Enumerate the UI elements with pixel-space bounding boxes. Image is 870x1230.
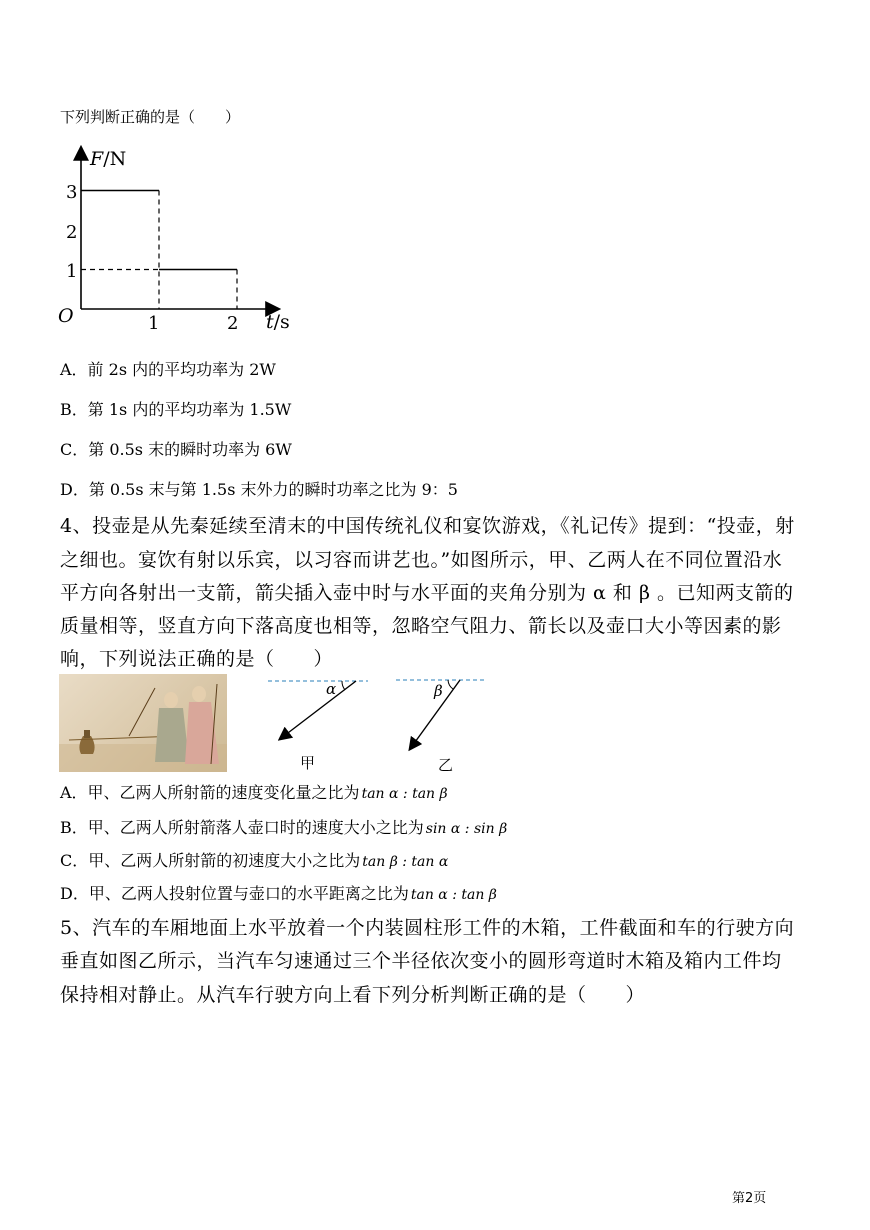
q4-option-c xyxy=(60,848,448,871)
q4-option-a-text: A．甲、乙两人所射箭的速度变化量之比为 xyxy=(60,783,360,802)
y-tick-2: 2 xyxy=(66,222,78,243)
q4-option-a xyxy=(60,780,448,803)
q4-option-c-math: tan β : tan α xyxy=(362,854,449,870)
alpha-label: α xyxy=(326,680,337,698)
touhu-painting xyxy=(59,674,227,772)
q3-option-b: B．第 1s 内的平均功率为 1.5W xyxy=(60,400,292,419)
q4-option-b xyxy=(60,815,507,838)
angle-arc-alpha xyxy=(342,681,345,690)
angle-arc-beta xyxy=(448,680,453,689)
jia-label: 甲 xyxy=(300,754,316,772)
q4-line-1: 4、投壶是从先秦延续至清末的中国传统礼仪和宴饮游戏，《礼记传》提到：“投壶，射 xyxy=(60,515,795,537)
dashed-guides xyxy=(81,191,237,310)
x-tick-1: 1 xyxy=(148,313,160,334)
q4-line-5: 响，下列说法正确的是（ ） xyxy=(60,648,334,670)
page-number: 第2页 xyxy=(732,1191,767,1206)
arrow-angle-diagram xyxy=(260,672,500,776)
q4-option-b-math: sin α : sin β xyxy=(425,821,508,837)
q4-line-4: 质量相等，竖直方向下落高度也相等，忽略空气阻力、箭长以及壶口大小等因素的影 xyxy=(60,615,782,637)
y-tick-3: 3 xyxy=(66,182,78,203)
q4-option-d-text: D．甲、乙两人投射位置与壶口的水平距离之比为 xyxy=(60,884,409,903)
q3-stem: 下列判断正确的是（ ） xyxy=(60,108,241,126)
q4-option-c-text: C．甲、乙两人所射箭的初速度大小之比为 xyxy=(60,851,361,870)
q4-option-a-math: tan α : tan β xyxy=(361,786,448,802)
q4-line-2: 之细也。宴饮有射以乐宾，以习容而讲艺也。”如图所示，甲、乙两人在不同位置沿水 xyxy=(60,549,783,571)
q4-option-d xyxy=(60,881,497,904)
y-tick-1: 1 xyxy=(66,261,78,282)
q3-option-a: A．前 2s 内的平均功率为 2W xyxy=(60,360,276,379)
q4-option-b-text: B．甲、乙两人所射箭落人壶口时的速度大小之比为 xyxy=(60,818,424,837)
q4-option-d-math: tan α : tan β xyxy=(410,887,497,903)
x-label: t/s xyxy=(266,311,290,333)
q4-line-3: 平方向各射出一支箭，箭尖插入壶中时与水平面的夹角分别为 α 和 β 。已知两支箭的 xyxy=(60,582,794,604)
q3-option-c: C．第 0.5s 末的瞬时功率为 6W xyxy=(60,440,292,459)
origin-label: O xyxy=(58,305,74,327)
y-label: F/N xyxy=(90,148,127,170)
q5-line-2: 垂直如图乙所示，当汽车匀速通过三个半径依次变小的圆形弯道时木箱及箱内工件均 xyxy=(60,950,782,972)
q5-line-3: 保持相对静止。从汽车行驶方向上看下列分析判断正确的是（ ） xyxy=(60,984,646,1006)
x-tick-2: 2 xyxy=(227,313,239,334)
q3-option-d: D．第 0.5s 末与第 1.5s 末外力的瞬时功率之比为 9：5 xyxy=(60,480,458,499)
yi-label: 乙 xyxy=(438,756,454,774)
q5-line-1: 5、汽车的车厢地面上水平放着一个内装圆柱形工件的木箱，工件截面和车的行驶方向 xyxy=(60,917,795,939)
force-time-graph xyxy=(50,140,300,340)
beta-label: β xyxy=(434,682,443,700)
